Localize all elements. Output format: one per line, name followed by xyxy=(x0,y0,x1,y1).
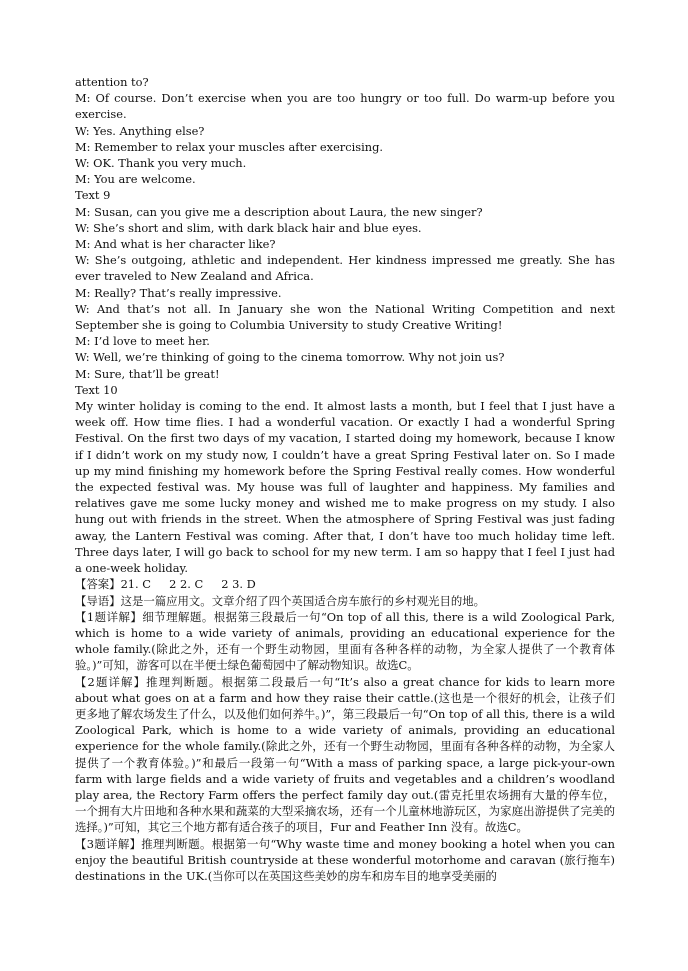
dialogue-line: W: And that’s not all. In January she won the National Writing Competition and next September she is going to Columbia University to study Creative Writing! xyxy=(75,301,615,333)
dialogue-line: attention to? xyxy=(75,75,149,89)
dialogue-line: W: She’s short and slim, with dark black hair and blue eyes. xyxy=(75,220,422,235)
dialogue-line: W: OK. Thank you very much. xyxy=(75,156,247,171)
dialogue-line: M: You are welcome. xyxy=(75,172,196,187)
dialogue-line: M: I’d love to meet her. xyxy=(75,334,210,349)
question-2-explanation: 【2题详解】推理判断题。根据第二段最后一句“It’s also a great chance for kids to learn more about what goes on at a farm and how they raise their cattle.(这也是一个很好的机会，让孩子们更多地了解农场发生了什么，以及他们如何养牛。)”，第三段最后一句“On top of all this, there is a wild Zoological Park, which is home to a wide variety of animals, providing an educational experience for the whole family.(除此之外，还有一个野生动物园，里面有各种各样的动物，为全家人提供了一个教育体验。)”和最后一段第一句“With a mass of parking space, a large pick-your-own farm with large fields and a wide variety of fruits and vegetables and a children’s woodland play area, the Rectory Farm offers the perfect family day out.(雷克托里农场拥有大量的停车位，一个拥有大片田地和各种水果和蔬菜的大型采摘农场，还有一个儿童林地游玩区，为家庭出游提供了完美的选择。)”可知，其它三个地方都有适合孩子的项目，Fur and Feather Inn 没有。故选C。 xyxy=(75,674,615,835)
guide-note: 【导语】这是一篇应用文。文章介绍了四个英国适合房车旅行的乡村观光目的地。 xyxy=(75,593,486,608)
question-3-explanation: 【3题详解】推理判断题。根据第一句“Why waste time and money booking a hotel when you can enjoy the beautiful British countryside at these wonderful motorhome and caravan (旅行拖车) destinations in the UK.(当你可以在英国这些美妙的房车和房车目的地享受美丽的 xyxy=(75,836,615,883)
dialogue-line: M: Susan, can you give me a description about Laura, the new singer? xyxy=(75,204,483,219)
section-heading-text9: Text 9 xyxy=(75,188,111,203)
dialogue-line: M: Remember to relax your muscles after exercising. xyxy=(75,139,384,154)
dialogue-line: W: Yes. Anything else? xyxy=(75,123,205,138)
dialogue-line: M: And what is her character like? xyxy=(75,237,276,252)
section-heading-text10: Text 10 xyxy=(75,382,118,397)
answer-key: 【答案】21. C 2 2. C 2 3. D xyxy=(75,577,256,592)
dialogue-line: M: Of course. Don’t exercise when you are too hungry or too full. Do warm-up before you exercise. xyxy=(75,91,615,122)
dialogue-line: W: She’s outgoing, athletic and independent. Her kindness impressed me greatly. She has ever traveled to New Zealand and Africa. xyxy=(75,253,615,284)
question-1-explanation: 【1题详解】细节理解题。根据第三段最后一句“On top of all this, there is a wild Zoological Park, which is home to a wide variety of animals, providing an educational experience for the whole family.(除此之外，还有一个野生动物园，里面有各种各样的动物，为全家人提供了一个教育体验。)”可知，游客可以在半便士绿色葡萄园中了解动物知识。故选C。 xyxy=(75,609,615,673)
dialogue-line: W: Well, we’re thinking of going to the cinema tomorrow. Why not join us? xyxy=(75,350,505,365)
text10-paragraph: My winter holiday is coming to the end. It almost lasts a month, but I feel that I just have a week off. How time flies. I had a wonderful vacation. Or exactly I had a wonderful Spring Festival. On the first two days of my vacation, I started doing my homework, because I know if I didn’t work on my study now, I couldn’t have a great Spring Festival later on. So I made up my mind finishing my homework before the Spring Festival really comes. How wonderful the expected festival was. My house was full of laughter and happiness. My families and relatives gave me some lucky money and wished me to make progress on my study. I also hung out with friends in the street. When the atmosphere of Spring Festival was just fading away, the Lantern Festival was coming. After that, I don’t have too much holiday time left. Three days later, I will go back to school for my new term. I am so happy that I feel I just had a one-week holiday. xyxy=(75,399,615,576)
dialogue-line: M: Sure, that’ll be great! xyxy=(75,366,220,381)
document-page xyxy=(75,74,615,884)
dialogue-line: M: Really? That’s really impressive. xyxy=(75,285,282,300)
